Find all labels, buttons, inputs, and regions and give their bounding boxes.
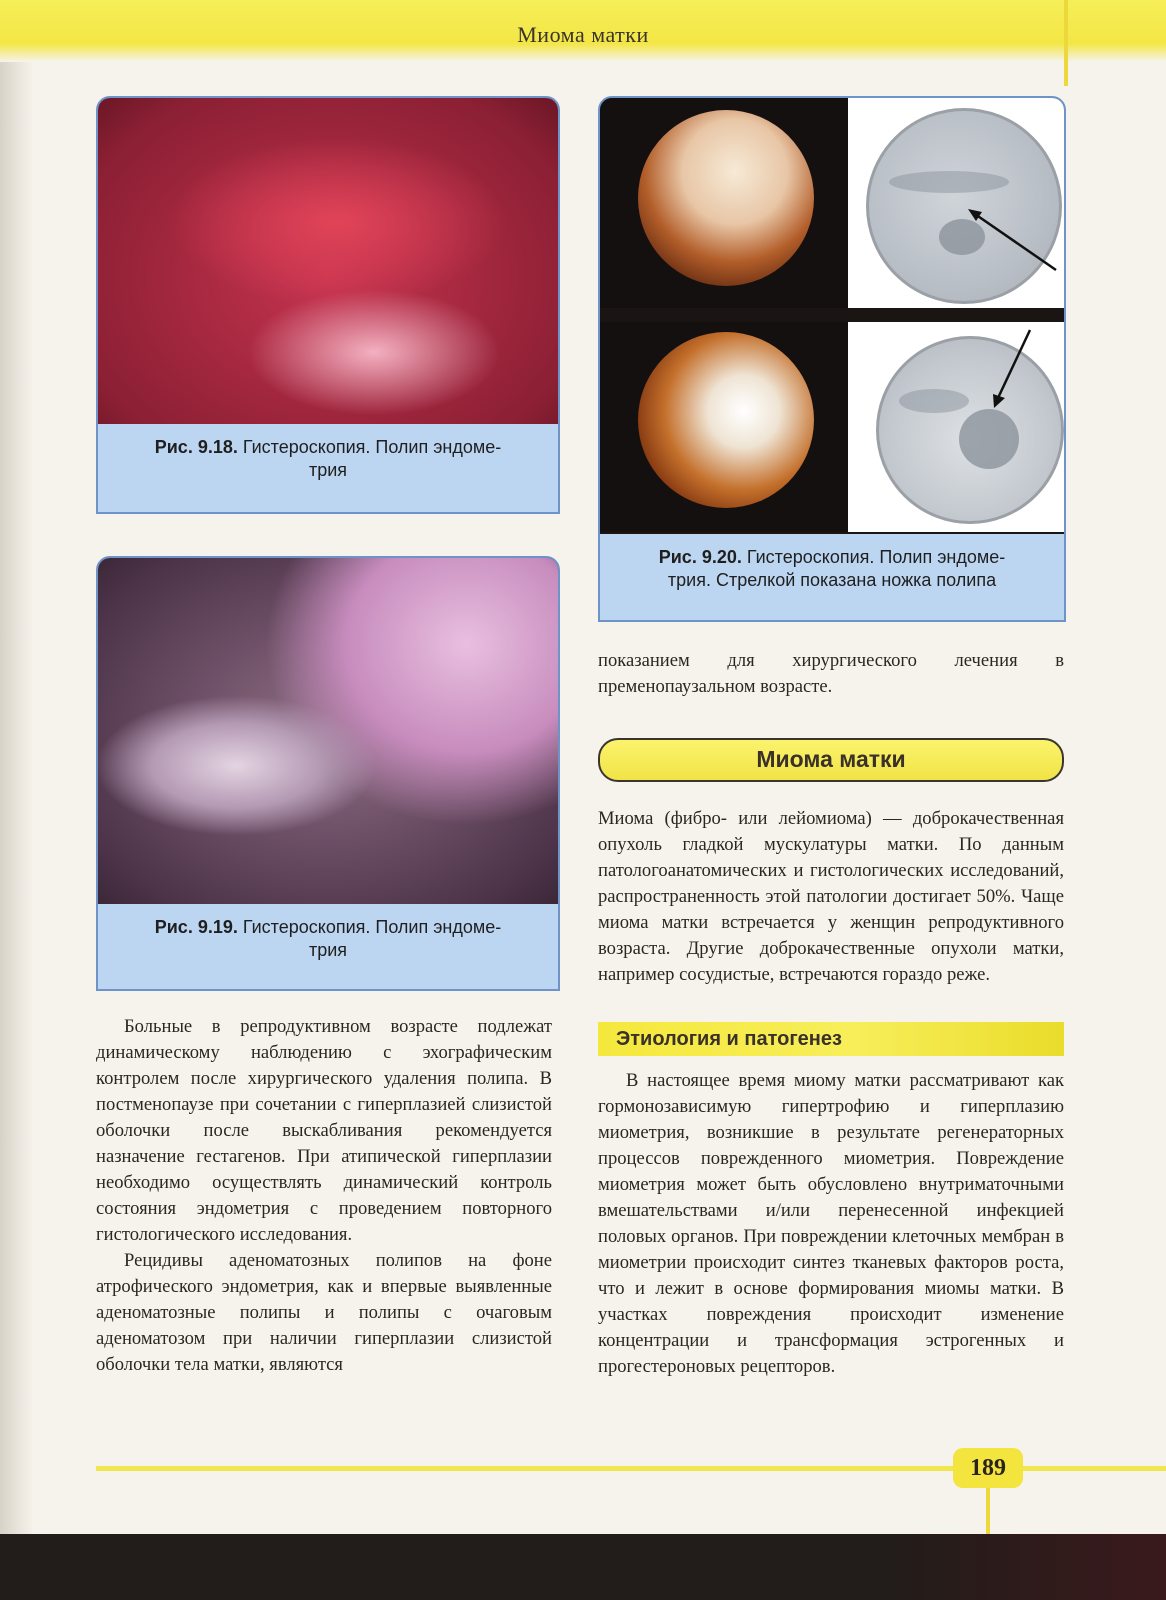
figure-label: Рис. 9.18. [154, 437, 238, 457]
running-header-title: Миома матки [517, 22, 649, 47]
paragraph: показанием для хирургического лечения в пременопаузальном возрасте. [598, 650, 1064, 697]
left-column-text [96, 1014, 552, 1378]
paragraph: В настоящее время миому матки рассматривают как гормонозависимую гипертрофию и гиперплазию миометрия, возникшие в результате регенераторных процессов поврежденного миометрия. Повреждение миометрия может быть обусловлено внутриматочными вмешательствами и/или перенесенной инфекцией половых органов. При повреждении клеточных мембран в миометрии происходит синтез тканевых факторов роста, что и лежит в основе формирования миомы матки. В участках повреждения происходит изменение концентрации и трансформация эстрогенных и прогестероновых рецепторов. [598, 1070, 1064, 1377]
hysteroscopy-color-view-1 [600, 98, 848, 308]
hysteroscopy-schematic-view-2 [848, 322, 1064, 532]
header-marker [1064, 0, 1068, 86]
subsection-body [598, 1068, 1064, 1380]
hysteroscopy-photo-polyp [98, 98, 558, 424]
hysteroscopy-photo-polyp [98, 558, 558, 904]
continued-paragraph [598, 648, 1064, 700]
figure-caption [600, 546, 1064, 620]
scan-bottom-edge [0, 1534, 1166, 1600]
page-number: 189 [953, 1448, 1023, 1488]
section-body [598, 806, 1064, 988]
paragraph: Миома (фибро- или лейомиома) — доброкачественная опухоль гладкой мускулатуры матки. По данным патологоанатомических и гистологических исследований, распространенность этой патологии достигает 50%. Чаще миома матки встречается у женщин репродуктивного возраста. Другие доброкачественные опухоли матки, например сосудистые, встречаются гораздо реже. [598, 808, 1064, 985]
figure-caption-text: Гистероскопия. Полип эндоме- [242, 917, 502, 937]
figure-caption-text-cont: трия [308, 460, 348, 480]
arrow-icon [848, 322, 1064, 532]
endoscope-circle [638, 332, 814, 508]
section-heading [598, 738, 1064, 782]
paragraph: Больные в репродуктивном возрасте подлежат динамическому наблюдению с эхографическим контролем после хирургического удаления полипа. В постменопаузе при сочетании с гиперплазией слизистой оболочки после выскабливания рекомендуется назначение гестагенов. При атипической гиперплазии необходимо осуществлять динамический контроль состояния эндометрия с проведением повторного гистологического исследования. [96, 1016, 552, 1245]
scan-edge-tint [886, 1534, 1166, 1600]
figure-9-18 [96, 96, 560, 514]
figure-9-19 [96, 556, 560, 991]
figure-caption [98, 436, 558, 512]
figure-caption-text-cont: трия [308, 940, 348, 960]
figure-caption-text: Гистероскопия. Полип эндоме- [746, 547, 1006, 567]
hysteroscopy-schematic-view-1 [848, 98, 1064, 308]
figure-caption-text-cont: трия. Стрелкой показана ножка полипа [667, 570, 997, 590]
endoscope-circle [638, 110, 814, 286]
hysteroscopy-color-view-2 [600, 322, 848, 532]
figure-caption-text: Гистероскопия. Полип эндоме- [242, 437, 502, 457]
subsection-heading [598, 1022, 1064, 1056]
figure-9-20 [598, 96, 1066, 622]
figure-caption [98, 916, 558, 989]
hysteroscopy-photo-grid [600, 98, 1064, 534]
section-heading-text: Миома матки [756, 746, 906, 772]
figure-label: Рис. 9.20. [658, 547, 742, 567]
paragraph: Рецидивы аденоматозных полипов на фоне атрофического эндометрия, как и впервые выявленные аденоматозные полипы и полипы с очаговым аденоматозом при наличии гиперплазии слизистой оболочки тела матки, являются [96, 1250, 552, 1375]
running-header [0, 0, 1166, 62]
subsection-heading-text: Этиология и патогенез [616, 1028, 842, 1050]
arrow-icon [848, 98, 1064, 308]
page-gutter-shadow [0, 0, 34, 1600]
figure-label: Рис. 9.19. [154, 917, 238, 937]
footer-marker [986, 1488, 990, 1534]
